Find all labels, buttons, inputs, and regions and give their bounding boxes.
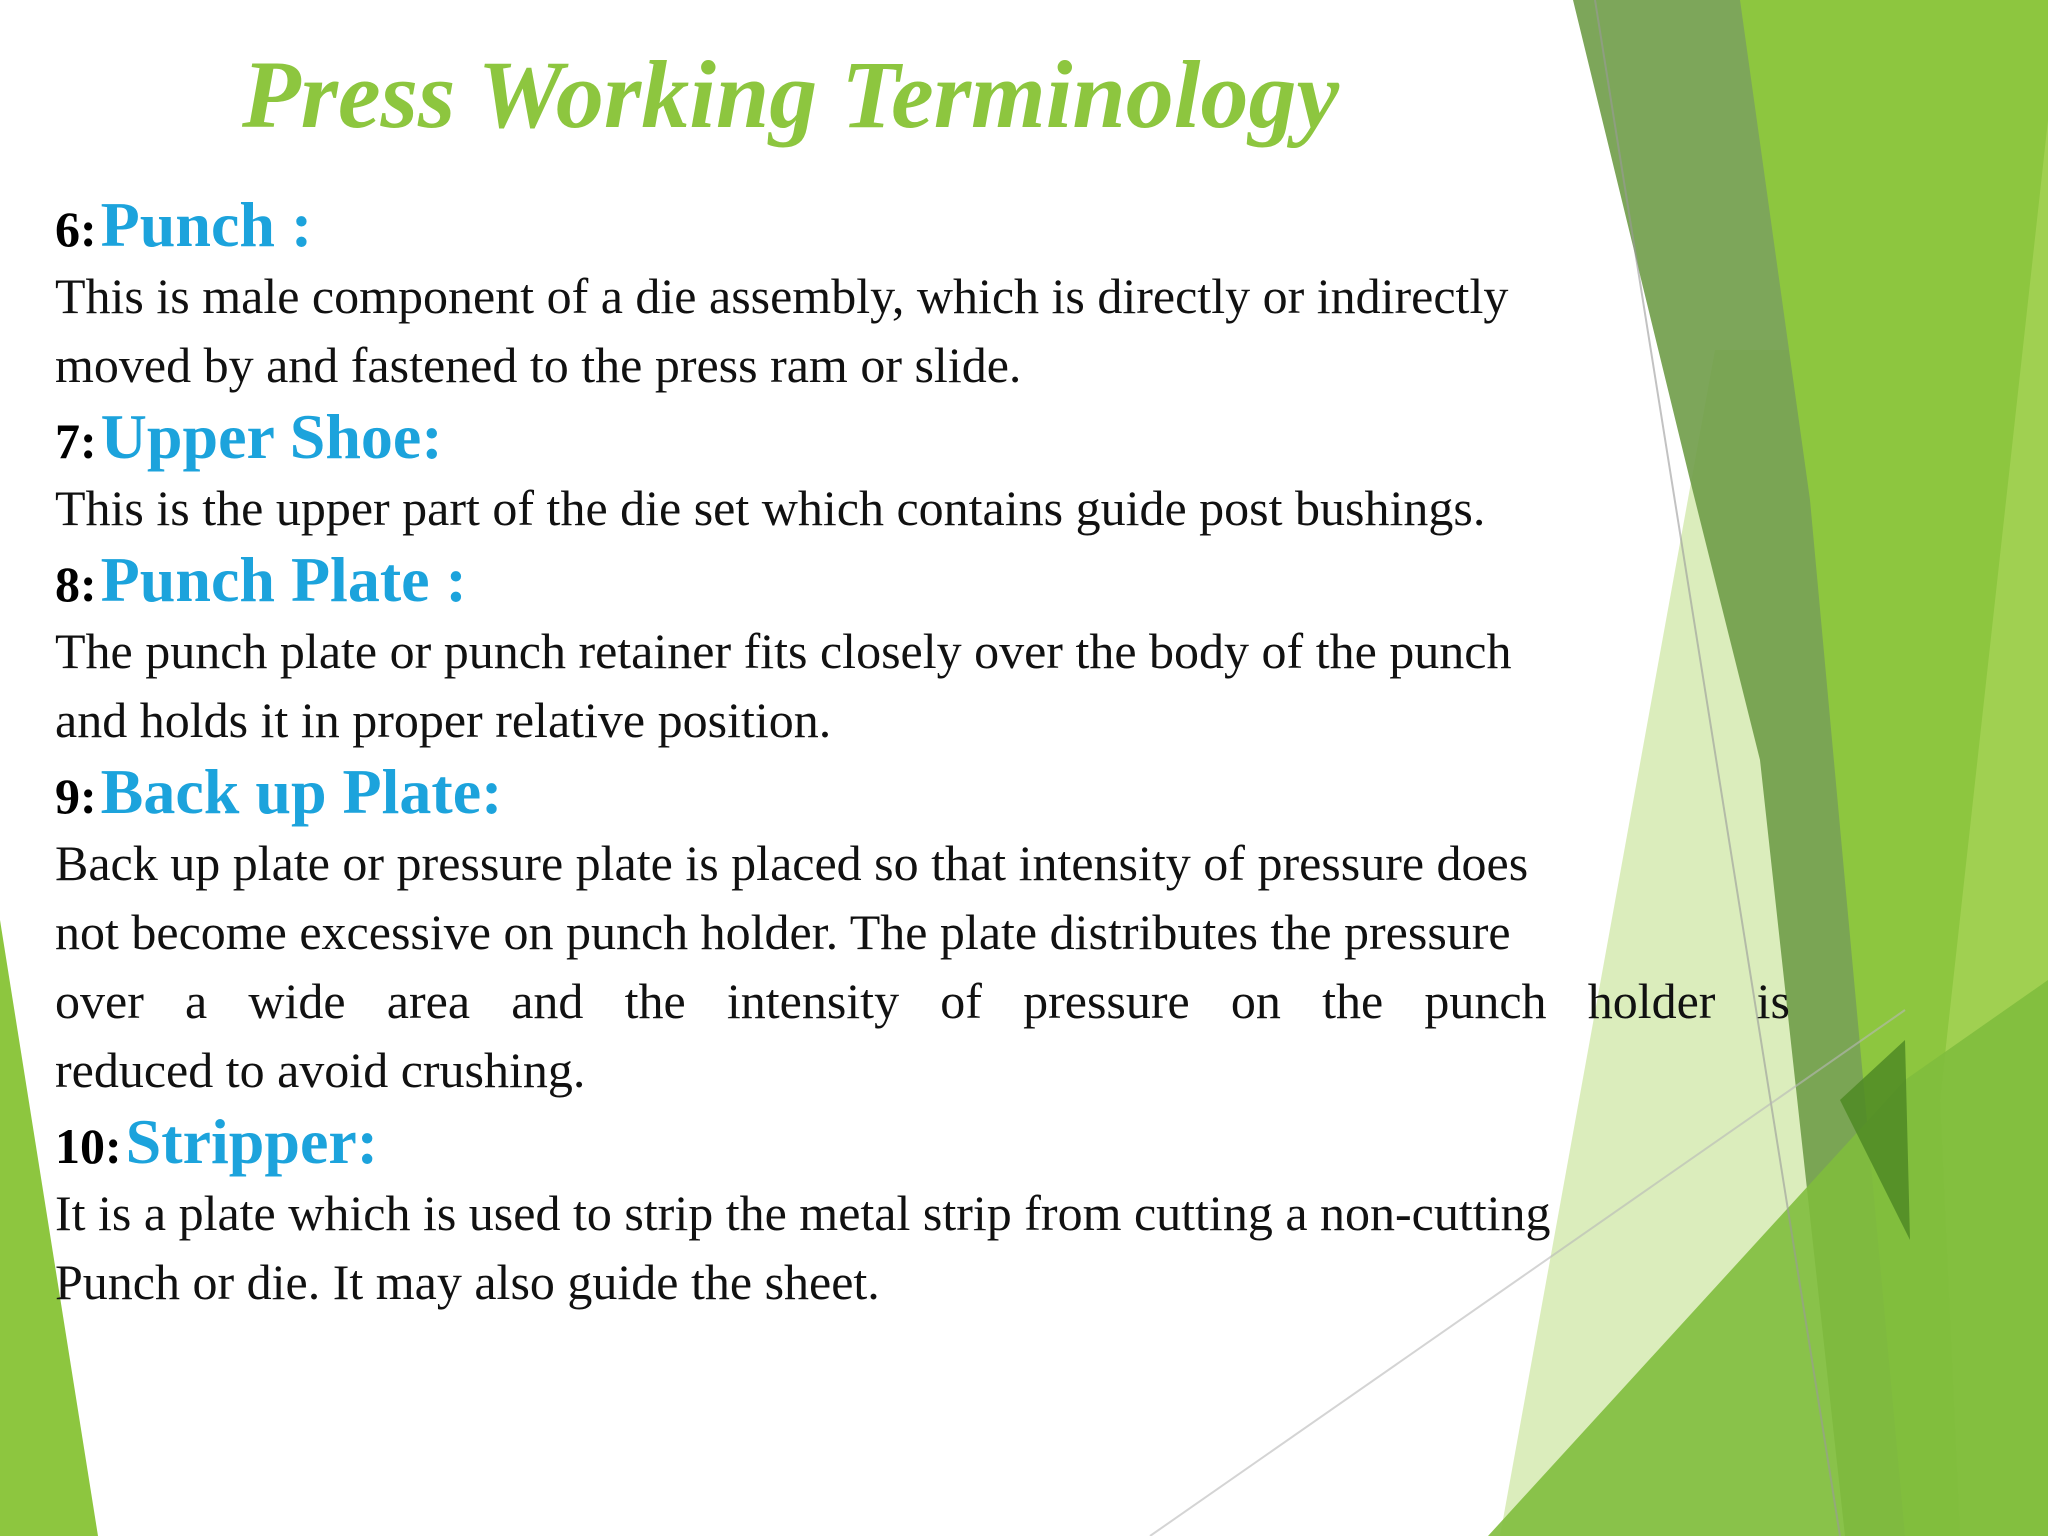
description-line: It is a plate which is used to strip the metal strip from cutting a non-cutting: [55, 1185, 1551, 1241]
term-name: Punch Plate :: [100, 544, 467, 615]
term-name: Stripper:: [125, 1106, 379, 1177]
term-heading: [55, 188, 1790, 262]
term-number: 10:: [55, 1118, 122, 1174]
term-item: [55, 188, 1790, 400]
description-line: and holds it in proper relative position.: [55, 692, 832, 748]
description-line: This is the upper part of the die set which contains guide post bushings.: [55, 480, 1486, 536]
term-number: 6:: [55, 201, 97, 257]
description-line: Punch or die. It may also guide the sheet.: [55, 1254, 880, 1310]
term-name: Back up Plate:: [100, 756, 503, 827]
description-line: This is male component of a die assembly, which is directly or indirectly: [55, 268, 1509, 324]
description-line: reduced to avoid crushing.: [55, 1042, 586, 1098]
term-number: 7:: [55, 413, 97, 469]
description-line: Back up plate or pressure plate is placed so that intensity of pressure does: [55, 835, 1529, 891]
term-item: [55, 400, 1790, 543]
term-description: [55, 617, 1790, 755]
description-line: moved by and fastened to the press ram or slide.: [55, 337, 1022, 393]
term-number: 9:: [55, 768, 97, 824]
term-item: [55, 543, 1790, 755]
term-item: [55, 1105, 1790, 1317]
description-line: The punch plate or punch retainer fits closely over the body of the punch: [55, 623, 1512, 679]
term-description: [55, 829, 1790, 1105]
term-heading: [55, 543, 1790, 617]
slide-title: Press Working Terminology: [242, 41, 1340, 148]
term-heading: [55, 1105, 1790, 1179]
terminology-list: [55, 188, 1790, 1317]
description-line: over a wide area and the intensity of pressure on the punch holder is: [55, 973, 1790, 1029]
term-description: [55, 1179, 1790, 1317]
term-description: [55, 262, 1790, 400]
term-name: Upper Shoe:: [100, 401, 443, 472]
term-heading: [55, 400, 1790, 474]
description-line: not become excessive on punch holder. The plate distributes the pressure: [55, 904, 1511, 960]
term-name: Punch :: [100, 189, 313, 260]
term-item: [55, 755, 1790, 1105]
term-heading: [55, 755, 1790, 829]
term-description: [55, 474, 1790, 543]
term-number: 8:: [55, 556, 97, 612]
